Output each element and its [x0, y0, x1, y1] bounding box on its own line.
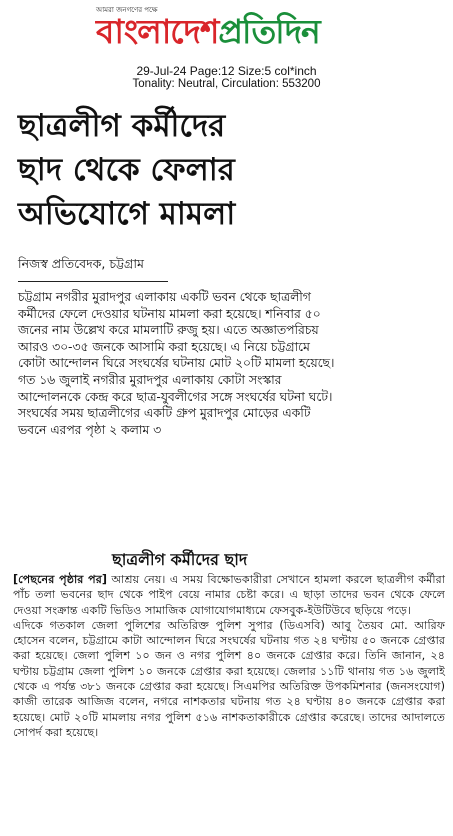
masthead-name-part2: প্রতিদিন: [218, 12, 320, 51]
headline-line: ছাদ থেকে ফেলার: [18, 152, 235, 188]
clipping-meta-line2: Tonality: Neutral, Circulation: 553200: [132, 78, 321, 90]
headline-line: অভিযোগে মামলা: [18, 196, 236, 232]
masthead-tagline: আমরা জনগণের পক্ষে: [96, 6, 158, 14]
article-headline: [18, 104, 438, 236]
continued-paragraph: [13, 572, 445, 618]
continued-article-body: [13, 572, 445, 740]
continued-from-label: [পেছনের পৃষ্ঠার পর]: [13, 573, 107, 586]
jump-headline: ছাত্রলীগ কর্মীদের ছাদ: [112, 550, 248, 569]
continued-paragraph: এদিকে গতকাল জেলা পুলিশের অতিরিক্ত পুলিশ সুপার (ডিএসবি) আবু তৈয়ব মো. আরিফ হোসেন বলেন, চট্টগ্রামে কাটা আন্দোলন ঘিরে সংঘর্ষের ঘটনায় গত ২৪ ঘণ্টায় ৫০ জনকে গ্রেপ্তার করা হয়েছে। জেলা পুলিশ ১০ জন ও নগর পুলিশ ৪০ জনকে গ্রেপ্তার করে। তিনি জানান, ২৪ ঘণ্টায় চট্টগ্রাম জেলা পুলিশ ১০ জনকে গ্রেপ্তার করা হয়েছে। জেলার ১১টি থানায় গত ১৬ জুলাই থেকে এ পর্যন্ত ৩৮১ জনকে গ্রেপ্তার করা হয়েছে। সিএমপির অতিরিক্ত উপকমিশনার (জনসংযোগ) কাজী তারেক আজিজ বলেন, নগরে নাশকতার ঘটনায় গত ২৪ ঘণ্টায় ৪০ জনকে গ্রেপ্তার করা হয়েছে। মোট ২০টি মামলায় নগর পুলিশ ৫১৬ নাশকতাকারীকে গ্রেপ্তার করেছে। তাদের আদালতে সোপর্দ করা হয়েছে।: [13, 618, 445, 739]
clipping-meta-line1: 29-Jul-24 Page:12 Size:5 col*inch: [136, 64, 317, 78]
byline: নিজস্ব প্রতিবেদক, চট্টগ্রাম: [18, 256, 144, 271]
masthead-name-part1: বাংলাদেশ: [96, 12, 219, 51]
headline-line: ছাত্রলীগ কর্মীদের: [18, 108, 226, 144]
newspaper-masthead: [96, 10, 320, 54]
article-body: [18, 289, 336, 438]
body-paragraph: গত ১৬ জুলাই নগরীর মুরাদপুর এলাকায় কোটা সংস্কার আন্দোলনকে কেন্দ্র করে ছাত্র-যুবলীগের সঙ্গে সংঘর্ষের ঘটনা ঘটে। সংঘর্ষের সময় ছাত্রলীগের একটি গ্রুপ মুরাদপুর মোড়ের একটি ভবনে এরপর পৃষ্ঠা ২ কলাম ৩: [18, 372, 333, 437]
byline-underline: [18, 281, 168, 282]
body-paragraph: চট্টগ্রাম নগরীর মুরাদপুর এলাকায় একটি ভবন থেকে ছাত্রলীগ কর্মীদের ফেলে দেওয়ার ঘটনায় মামলা করা হয়েছে। শনিবার ৫০ জনের নাম উল্লেখ করে মামলাটি রুজু হয়। এতে অজ্ঞাতপরিচয় আরও ৩০-৩৫ জনকে আসামি করা হয়েছে। এ নিয়ে চট্টগ্রামে কোটা আন্দোলন ঘিরে সংঘর্ষের ঘটনায় মোট ২০টি মামলা হয়েছে।: [18, 290, 335, 371]
continued-paragraph-text: আশ্রয় নেয়। এ সময় বিক্ষোভকারীরা সেখানে হামলা করলে ছাত্রলীগ কর্মীরা পাঁচ তলা ভবনের ছাদ থেকে পাইপ বেয়ে নামার চেষ্টা করে। এ ছাড়া তাদের ভবন থেকে ফেলে দেওয়া সংক্রান্ত একটি ভিডিও সামাজিক যোগাযোগমাধ্যমে ফেসবুক-ইউটিউবে ছড়িয়ে পড়ে।: [13, 573, 445, 617]
